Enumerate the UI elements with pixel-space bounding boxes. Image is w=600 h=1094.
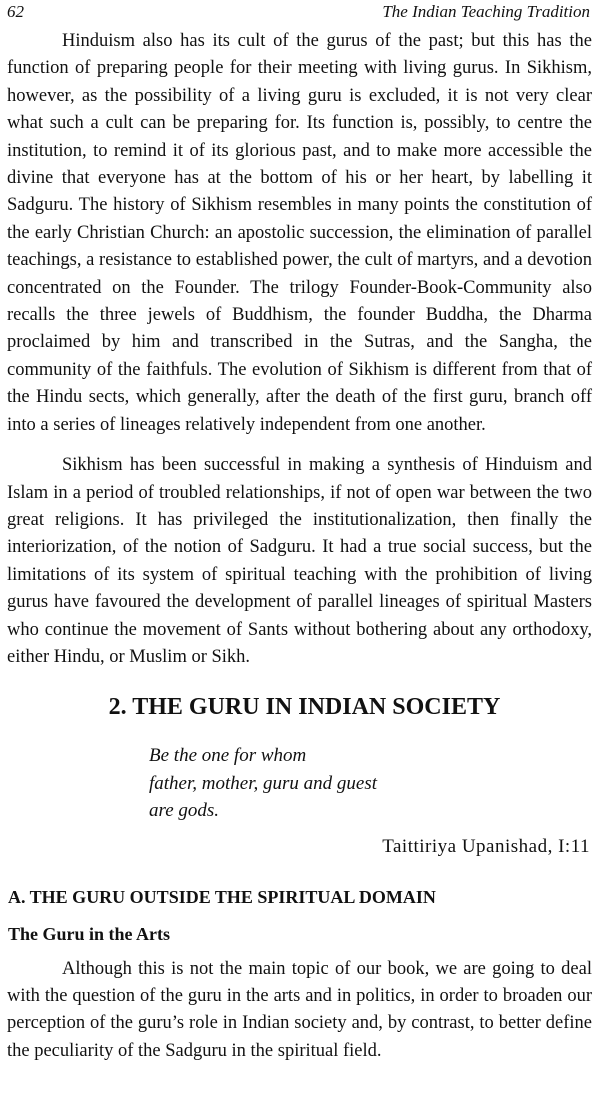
epigraph-line: are gods. <box>149 800 220 822</box>
running-title: The Indian Teaching Tradition <box>382 2 590 21</box>
section-heading: 2. THE GURU IN INDIAN SOCIETY <box>108 694 501 721</box>
epigraph-line: Be the one for whom <box>149 745 307 767</box>
paragraph-guru-arts: Although this is not the main topic of our book, we are going to deal with the question of the guru in the arts and in politics, in order to broaden our perception of the guru’s role in Indian society and, by contrast, to better define the peculiarity of the Sadguru in the spiritual field. <box>7 958 592 1061</box>
page-number: 62 <box>7 2 24 21</box>
epigraph-line: father, mother, guru and guest <box>149 772 377 794</box>
subsection-heading: A. THE GURU OUTSIDE THE SPIRITUAL DOMAIN <box>8 886 436 907</box>
paragraph-sikhism-cult: Hinduism also has its cult of the gurus of the past; but this has the function of preparing people for their meeting with living gurus. In Sikhism, however, as the possibility of a living guru is excluded, it is not very clear what such a cult can be preparing for. Its function is, possibly, to centre the institution, to remind it of its glorious past, and to make more accessible the divine that everyone has at the bottom of his or her heart, by labelling it Sadguru. The history of Sikhism resembles in many points the constitution of the early Christian Church: an apostolic succession, the elimination of parallel teachings, a resistance to established power, the cult of martyrs, and a devotion concentrated on the Founder. The trilogy Founder-Book-Community also recalls the three jewels of Buddhism, the founder Buddha, the Dharma proclaimed by him and transcribed in the Sutras, and the Sangha, the community of the faithfuls. The evolution of Sikhism is different from that of the Hindu sects, which generally, after the death of the first guru, branch off into a series of lineages relatively independent from one another. <box>7 31 592 435</box>
subsubsection-heading: The Guru in the Arts <box>8 923 171 944</box>
paragraph-sikhism-synthesis: Sikhism has been successful in making a synthesis of Hinduism and Islam in a period of troubled relationships, if not of open war between the two great religions. It has privileged the institutionalization, then finally the interiorization, of the notion of Sadguru. It had a true social success, but the limitations of its system of spiritual teaching with the prohibition of living gurus have favoured the development of parallel lineages of spiritual Masters who continue the movement of Sants without bothering about any orthodoxy, either Hindu, or Muslim or Sikh. <box>7 455 592 667</box>
running-head <box>7 0 592 28</box>
epigraph-source: Taittiriya Upanishad, I:11 <box>382 835 590 857</box>
epigraph <box>7 742 592 824</box>
